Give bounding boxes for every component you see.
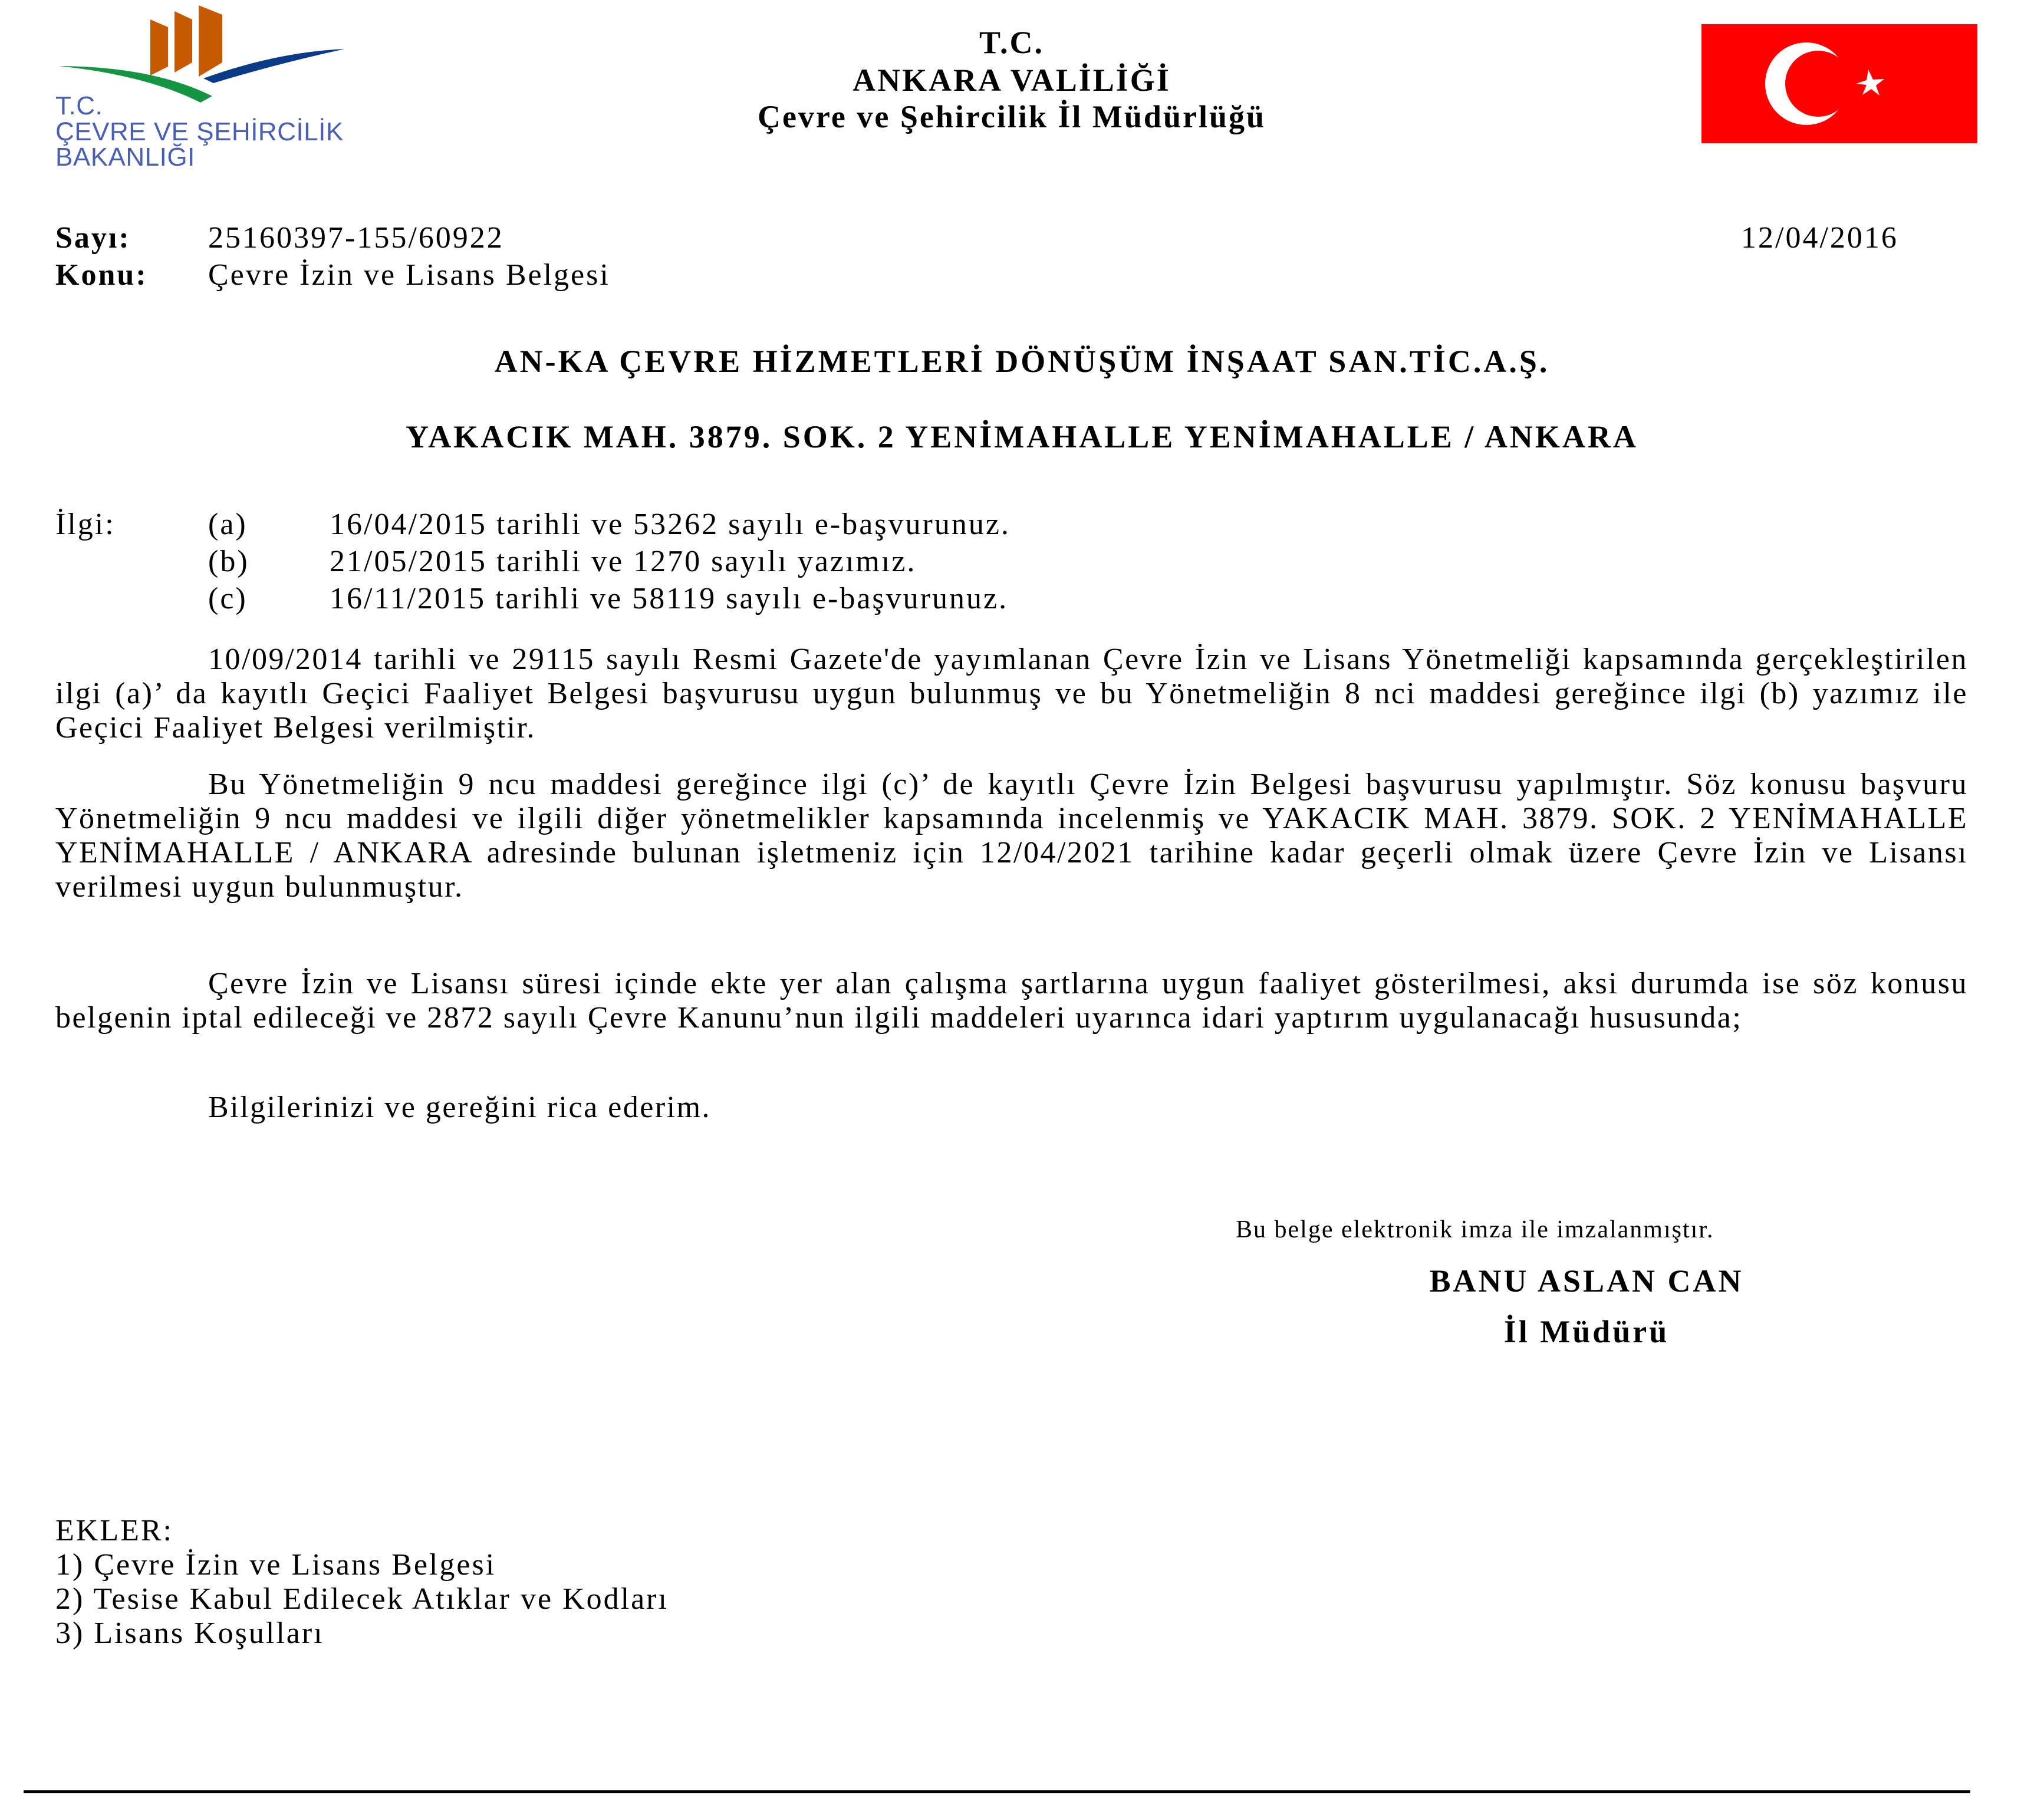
- attachment-item-1: 1) Çevre İzin ve Lisans Belgesi: [55, 1548, 496, 1582]
- closing-sentence: Bilgilerinizi ve gereğini rica ederim.: [208, 1091, 712, 1124]
- body-paragraph-1: 10/09/2014 tarihli ve 29115 sayılı Resmi Gazete'de yayımlanan Çevre İzin ve Lisans Yönetmeliği kapsamında gerçekleştirilen ilgi (a)’ da kayıtlı Geçici Faaliyet Belgesi başvurusu uygun bulunmuş ve bu Yönetmeliğin 8 nci maddesi gereğince ilgi (b) yazımız ile Geçici Faaliyet Belgesi verilmiştir.: [55, 643, 1968, 745]
- turkish-flag-icon: [1701, 24, 1977, 143]
- ilgi-key-c: (c): [208, 582, 248, 615]
- header-tc: T.C.: [979, 25, 1044, 60]
- ilgi-key-b: (b): [208, 545, 249, 578]
- document-date: 12/04/2016: [1741, 221, 1898, 255]
- sayi-value: 25160397-155/60922: [208, 221, 504, 255]
- signatory-name: BANU ASLAN CAN: [1429, 1263, 1744, 1299]
- ministry-logo-icon: [53, 5, 371, 105]
- logo-text-bakanlik: BAKANLIĞI: [55, 143, 195, 172]
- ilgi-text-a: 16/04/2015 tarihli ve 53262 sayılı e-başvurunuz.: [330, 508, 1011, 541]
- attachments-label: EKLER:: [55, 1514, 173, 1547]
- ilgi-text-b: 21/05/2015 tarihli ve 1270 sayılı yazımız.: [330, 545, 917, 578]
- header-directorate: Çevre ve Şehircilik İl Müdürlüğü: [757, 99, 1266, 134]
- e-signature-note: Bu belge elektronik imza ile imzalanmıştır.: [1236, 1216, 1714, 1243]
- logo-text-ministry: ÇEVRE VE ŞEHİRCİLİK: [55, 117, 344, 146]
- attachment-item-3: 3) Lisans Koşulları: [55, 1616, 324, 1650]
- ilgi-key-a: (a): [208, 508, 248, 541]
- logo-text-tc: T.C.: [55, 91, 103, 120]
- konu-label: Konu:: [55, 258, 148, 292]
- body-paragraph-3: Çevre İzin ve Lisansı süresi içinde ekte yer alan çalışma şartlarına uygun faaliyet gösterilmesi, aksi durumda ise söz konusu belgenin iptal edileceği ve 2872 sayılı Çevre Kanunu’nun ilgili maddeleri uyarınca idari yaptırım uygulanacağı hususunda;: [55, 967, 1968, 1035]
- konu-value: Çevre İzin ve Lisans Belgesi: [208, 258, 610, 292]
- ilgi-text-c: 16/11/2015 tarihli ve 58119 sayılı e-başvurunuz.: [330, 582, 1009, 615]
- recipient-name: AN-KA ÇEVRE HİZMETLERİ DÖNÜŞÜM İNŞAAT SAN.TİC.A.Ş.: [494, 344, 1550, 379]
- header-governorship: ANKARA VALİLİĞİ: [853, 62, 1171, 98]
- attachment-item-2: 2) Tesise Kabul Edilecek Atıklar ve Kodları: [55, 1582, 669, 1616]
- sayi-label: Sayı:: [55, 221, 131, 255]
- ilgi-label: İlgi:: [55, 508, 116, 541]
- signatory-title: İl Müdürü: [1503, 1314, 1670, 1349]
- body-paragraph-2: Bu Yönetmeliğin 9 ncu maddesi gereğince ilgi (c)’ de kayıtlı Çevre İzin Belgesi başvurusu yapılmıştır. Söz konusu başvuru Yönetmeliğin 9 ncu maddesi ve ilgili diğer yönetmelikler kapsamında incelenmiş ve YAKACIK MAH. 3879. SOK. 2 YENİMAHALLE YENİMAHALLE / ANKARA adresinde bulunan işletmeniz için 12/04/2021 tarihine kadar geçerli olmak üzere Çevre İzin ve Lisansı verilmesi uygun bulunmuştur.: [55, 768, 1968, 904]
- recipient-address: YAKACIK MAH. 3879. SOK. 2 YENİMAHALLE YENİMAHALLE / ANKARA: [406, 419, 1638, 455]
- footer-divider: [24, 1790, 1970, 1793]
- ministry-logo: [53, 5, 371, 170]
